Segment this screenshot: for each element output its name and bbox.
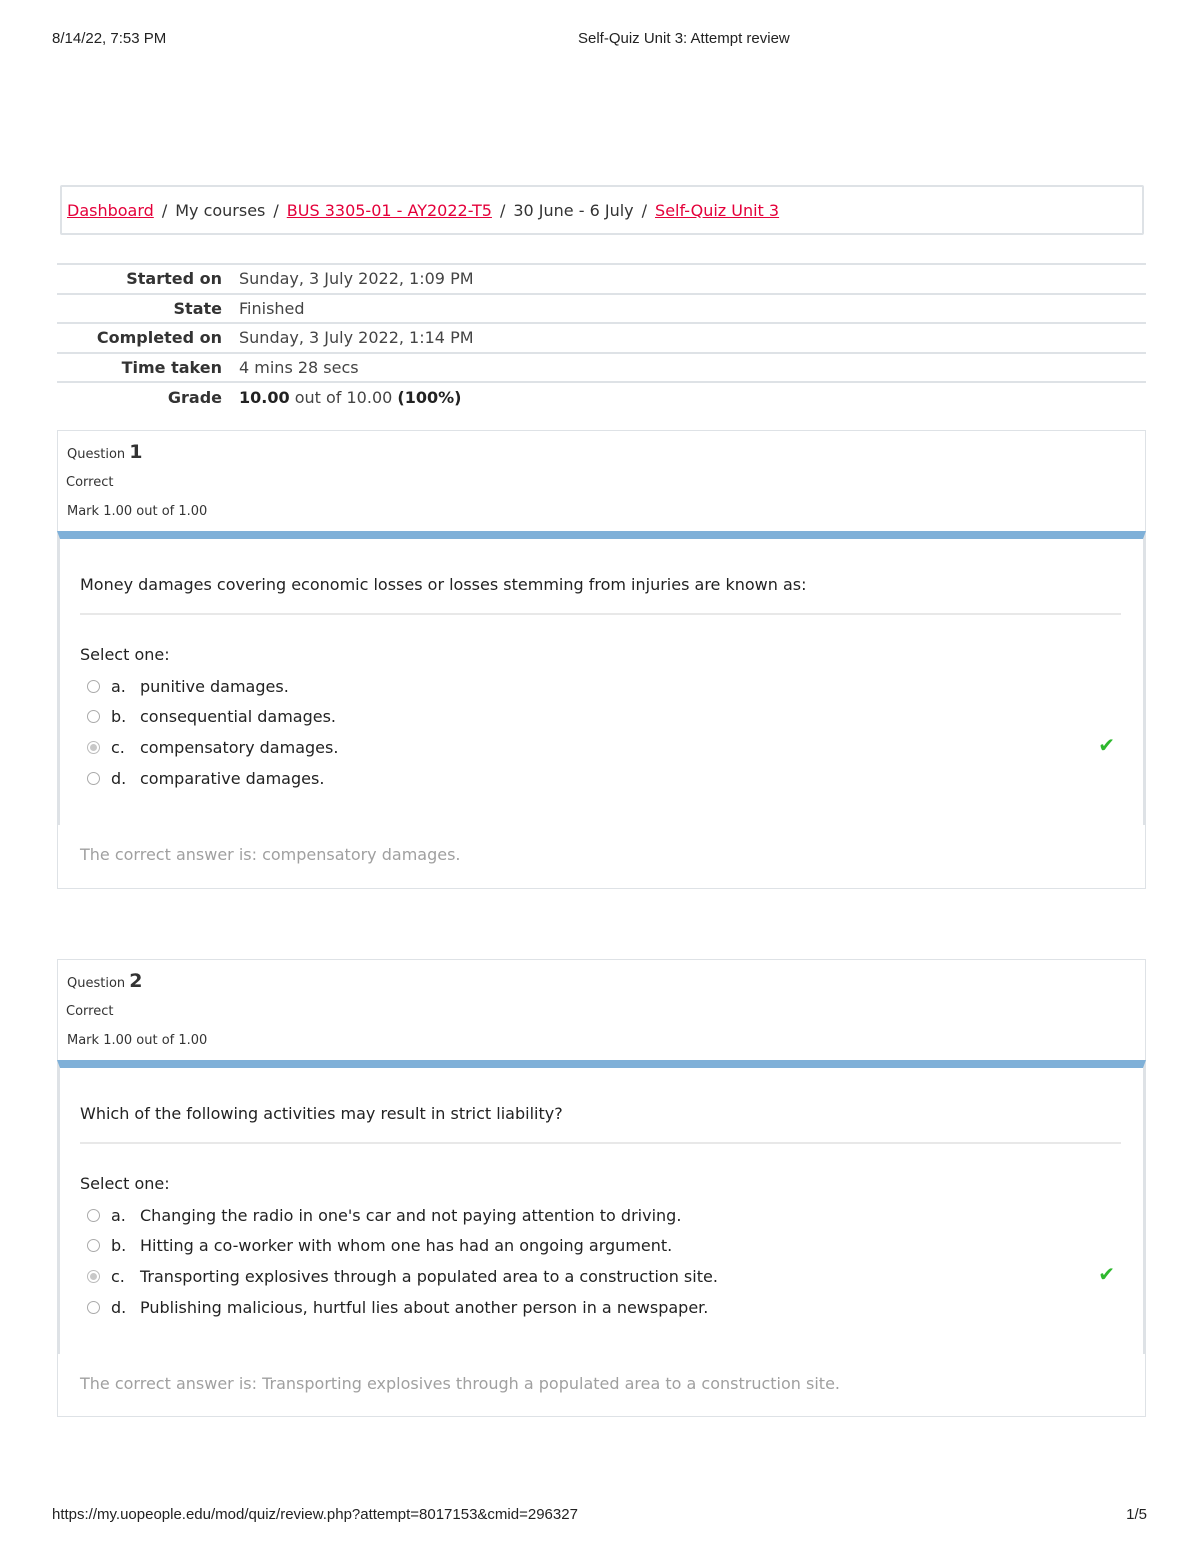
answer-text: punitive damages. xyxy=(140,676,289,696)
question-info xyxy=(58,960,1145,1060)
print-title: Self-Quiz Unit 3: Attempt review xyxy=(578,30,790,47)
answer-text: Changing the radio in one's car and not paying attention to driving. xyxy=(140,1205,682,1225)
check-icon: ✔ xyxy=(1098,1262,1115,1286)
radio-icon[interactable] xyxy=(87,1301,100,1314)
breadcrumb-course-link[interactable]: BUS 3305-01 - AY2022-T5 xyxy=(286,200,492,220)
question-2 xyxy=(57,959,1146,1417)
answer-option-b[interactable] xyxy=(87,702,1143,733)
answer-option-d[interactable] xyxy=(87,763,1143,794)
radio-icon[interactable] xyxy=(87,772,100,785)
started-label: Started on xyxy=(126,269,222,289)
answer-option-a[interactable] xyxy=(87,671,1143,702)
answer-option-c[interactable] xyxy=(87,732,1143,763)
summary-row-completed xyxy=(57,323,1146,353)
question-number xyxy=(67,441,143,463)
question-content xyxy=(57,531,1146,825)
summary-row-started xyxy=(57,264,1146,294)
breadcrumb-separator: / xyxy=(161,200,168,220)
question-number-value: 2 xyxy=(129,970,143,992)
question-number-value: 1 xyxy=(129,441,143,463)
grade-percent: (100%) xyxy=(397,388,462,408)
completed-label: Completed on xyxy=(96,328,222,348)
answer-letter: a. xyxy=(111,1205,126,1225)
question-feedback xyxy=(58,1354,1145,1418)
answer-letter: d. xyxy=(111,1297,127,1317)
question-state: Correct xyxy=(66,475,114,490)
state-value: Finished xyxy=(239,298,305,318)
right-answer: The correct answer is: Transporting explosives through a populated area to a construction site. xyxy=(80,1374,840,1393)
breadcrumb-separator: / xyxy=(641,200,648,220)
answer-text: Transporting explosives through a populated area to a construction site. xyxy=(140,1266,718,1286)
question-text: Which of the following activities may result in strict liability? xyxy=(80,1104,563,1123)
print-header xyxy=(0,30,1200,50)
answer-list xyxy=(60,671,1143,793)
answer-letter: b. xyxy=(111,707,127,727)
breadcrumb-separator: / xyxy=(499,200,506,220)
breadcrumb-section: 30 June - 6 July xyxy=(513,200,634,220)
question-mark: Mark 1.00 out of 1.00 xyxy=(67,1033,208,1048)
question-label: Question xyxy=(67,976,126,991)
attempt-summary-table xyxy=(57,263,1146,412)
answer-letter: c. xyxy=(111,737,125,757)
question-label: Question xyxy=(67,447,126,462)
radio-icon[interactable] xyxy=(87,680,100,693)
question-state: Correct xyxy=(66,1004,114,1019)
answer-list xyxy=(60,1200,1143,1322)
breadcrumb-separator: / xyxy=(273,200,279,220)
answer-letter: a. xyxy=(111,676,126,696)
answer-letter: c. xyxy=(111,1266,125,1286)
started-value: Sunday, 3 July 2022, 1:09 PM xyxy=(239,269,474,289)
question-content xyxy=(57,1060,1146,1354)
breadcrumb-quiz-link[interactable]: Self-Quiz Unit 3 xyxy=(655,200,780,220)
time-value: 4 mins 28 secs xyxy=(239,358,359,378)
answer-text: comparative damages. xyxy=(140,768,325,788)
question-1 xyxy=(57,430,1146,889)
completed-value: Sunday, 3 July 2022, 1:14 PM xyxy=(239,328,474,348)
question-number xyxy=(67,970,143,992)
radio-icon[interactable] xyxy=(87,1209,100,1222)
radio-icon[interactable] xyxy=(87,1270,100,1283)
print-date: 8/14/22, 7:53 PM xyxy=(52,30,167,47)
answer-letter: d. xyxy=(111,768,127,788)
print-url: https://my.uopeople.edu/mod/quiz/review.php?attempt=8017153&cmid=296327 xyxy=(52,1506,578,1523)
check-icon: ✔ xyxy=(1098,733,1115,757)
select-one-prompt: Select one: xyxy=(80,645,170,664)
breadcrumb xyxy=(60,185,1144,235)
breadcrumb-my-courses: My courses xyxy=(175,200,266,220)
radio-icon[interactable] xyxy=(87,710,100,723)
answer-option-d[interactable] xyxy=(87,1292,1143,1323)
question-feedback xyxy=(58,825,1145,889)
grade-value xyxy=(239,382,1146,412)
state-label: State xyxy=(173,298,222,318)
right-answer: The correct answer is: compensatory damages. xyxy=(80,845,461,864)
question-mark: Mark 1.00 out of 1.00 xyxy=(67,504,208,519)
radio-icon[interactable] xyxy=(87,741,100,754)
question-text: Money damages covering economic losses or losses stemming from injuries are known as: xyxy=(80,575,807,594)
answer-letter: b. xyxy=(111,1236,127,1256)
grade-score: 10.00 xyxy=(239,388,290,408)
answer-text: consequential damages. xyxy=(140,707,337,727)
summary-row-grade xyxy=(57,382,1146,412)
question-info xyxy=(58,431,1145,531)
summary-row-time xyxy=(57,353,1146,383)
time-label: Time taken xyxy=(121,358,222,378)
answer-option-a[interactable] xyxy=(87,1200,1143,1231)
radio-icon[interactable] xyxy=(87,1239,100,1252)
summary-row-state xyxy=(57,294,1146,324)
grade-label: Grade xyxy=(167,388,222,408)
answer-text: compensatory damages. xyxy=(140,737,339,757)
answer-option-b[interactable] xyxy=(87,1231,1143,1262)
select-one-prompt: Select one: xyxy=(80,1174,170,1193)
answer-option-c[interactable] xyxy=(87,1261,1143,1292)
breadcrumb-dashboard-link[interactable]: Dashboard xyxy=(67,200,154,220)
print-footer xyxy=(0,1506,1200,1526)
grade-out-of: out of 10.00 xyxy=(294,388,393,408)
answer-text: Hitting a co-worker with whom one has had an ongoing argument. xyxy=(140,1236,673,1256)
answer-text: Publishing malicious, hurtful lies about another person in a newspaper. xyxy=(140,1297,709,1317)
page-number: 1/5 xyxy=(1126,1506,1147,1523)
